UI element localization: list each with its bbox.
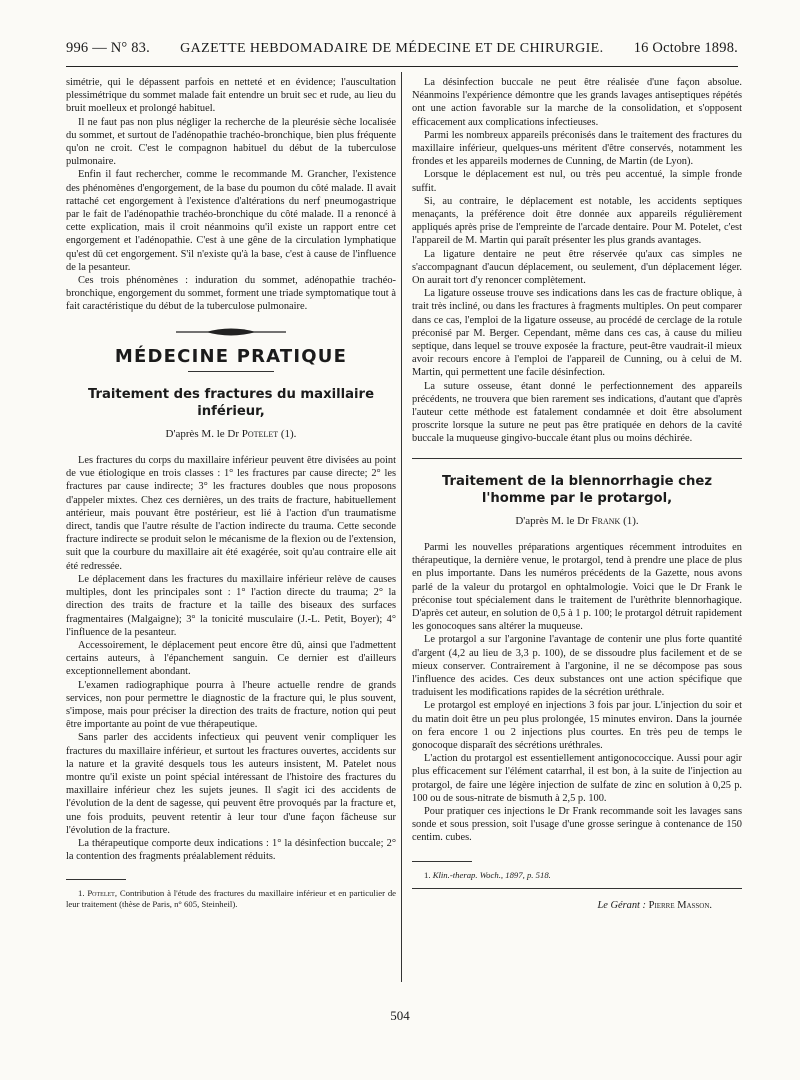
paragraph: Il ne faut pas non plus négliger la recherche de la pleurésie sèche localisée du sommet, et surtout de l'adénopathie trachéo-bronchique, bien plus fréquente qu'on ne croit. C'est le compagnon habituel du début de la tuberculose pulmonaire. [66, 116, 396, 168]
header-page-number: 996 [66, 40, 89, 56]
paragraph: Le déplacement dans les fractures du maxillaire inférieur relève de causes multiples, dont les principales sont : 1° l'action directe du trauma; 2° la direction des traits de fracture et la taille des biseaux des surfaces fragmentaires (Malgaigne); 3° la tonicité musculaire (J.-L. Petit, Boyer); 4° l'influence de la pesanteur. [66, 573, 396, 638]
journal-title: GAZETTE HEBDOMADAIRE DE MÉDECINE ET DE CHIRURGIE. [180, 41, 604, 56]
article-title: Traitement des fractures du maxillaire inférieur, [87, 386, 375, 419]
footnote-text: Klin.-therap. Woch., 1897, p. 518. [432, 869, 551, 880]
footnote [66, 888, 396, 910]
footnote-author: Potelet, [87, 888, 118, 899]
publisher-signoff [412, 899, 742, 912]
paragraph: Lorsque le déplacement est nul, ou très peu accentué, la simple fronde suffit. [412, 169, 742, 194]
column-divider [401, 72, 402, 982]
paragraph: L'examen radiographique pourra à l'heure actuelle rendre de grands services, non pour permettre le diagnostic de la fracture qui, le plus souvent, s'impose, mais pour préciser la direction des traits de fracture, notion qui peut être importante au point de vue thérapeutique. [66, 679, 396, 731]
paragraph: Si, au contraire, le déplacement est notable, les accidents septiques menaçants, la préférence doit être donnée aux appareils régulièrement appliqués après prise de l'empreinte de l'arcade dentaire. Pour M. Potelet, c'est l'appareil de M. Martin qui paraît présenter les plus grands avantages. [412, 195, 742, 247]
section-title-rule [188, 371, 274, 372]
article-byline [412, 515, 742, 528]
paragraph: Ces trois phénomènes : induration du sommet, adénopathie trachéo-bronchique, engorgement du sommet, forment une triade symptomatique tout à fait caractéristique du début de la tuberculose pulmonaire. [66, 275, 396, 313]
right-column [412, 76, 742, 913]
header-page-issue [66, 40, 150, 57]
paragraph: La suture osseuse, étant donné le perfectionnement des appareils précédents, ne trouvera que bien rarement ses indications, d'autant que d'après l'auteur cette méthode est fatalement condamnée et doit être absolument proscrite lorsque la suture ne peut pas être pratiquée en dehors de la cavité buccale la muqueuse gingivo-buccale étant plus ou moins déchirée. [412, 380, 742, 445]
paragraph: Enfin il faut rechercher, comme le recommande M. Grancher, l'existence des phénomènes d'engorgement, de la base du poumon du côté malade. Il avait rattaché cet engorgement à l'existence d'altérations du nerf pneumogastrique par le fait de l'adénopathie trachéo-bronchique du côté malade. Il a renoncé à cette explication, mais il croit néanmoins qu'il existe un rapport entre cet engorgement et l'adénopathie. C'est à une gêne de la circulation lymphatique qu'est dû cet engorgement. S'il n'existe qu'à la base, c'est à cause de l'influence de la pesanteur. [66, 169, 396, 273]
signoff-name: Pierre Masson. [648, 900, 712, 912]
header-issue-number: — N° 83. [92, 40, 150, 56]
paragraph: Parmi les nouvelles préparations argentiques récemment introduites en thérapeutique, la dernière venue, le protargol, tend à prendre une place de plus en plus importante. Dans les numéros précédents de la Gazette, nous avons parlé de la valeur du protargol en ophtalmologie. Voici que le Dr Frank le préconise tout spécialement dans le traitement de l'urèthrite blennorhagique. D'après cet auteur, en solution de 0,5 à 1 p. 100; le protargol détruit rapidement les gonocoques sans altérer la muqueuse. [412, 541, 742, 633]
article-separator-rule [412, 458, 742, 459]
paragraph: Sans parler des accidents infectieux qui peuvent venir compliquer les fractures du maxillaire inférieur, et surtout les fractures ouvertes, accidents sur la nature et la gravité desquels tous les auteurs insistent, M. Patelet nous montre qu'il existe un point spécial intéressant de l'histoire des fractures du maxillaire inférieur chez les sujets jeunes. Il s'agit ici des accidents de l'évolution de la dent de sagesse, qui peuvent être provoqués par la fracture et, une fois produits, peuvent retentir à leur tour d'une façon fâcheuse sur l'évolution de la fracture. [66, 732, 396, 836]
footnote-marker: 1. [78, 888, 85, 899]
article-byline [66, 428, 396, 441]
byline-note: (1). [280, 427, 297, 440]
left-column [66, 76, 396, 910]
paragraph: La ligature osseuse trouve ses indications dans les cas de fracture oblique, à trait très incliné, ou dans les fractures à fragments multiples. On peut comparer dans ce cas, l'emploi de la ligature osseuse, au procédé de cerclage de la rotule préconisé par M. Berger. Cependant, même dans ces cas, à cause du milieu septique, dans lequel se trouve exposée la fracture, peut-être vaudrait-il mieux avoir recours encore à l'emploi de l'appareil de Cunning, ou à celui de M. Martin, qui permettent une facile désinfection. [412, 288, 742, 379]
running-header [66, 40, 738, 57]
paragraph: Parmi les nombreux appareils préconisés dans le traitement des fractures du maxillaire inférieur, quelques-uns méritent d'être conservés, notamment les frondes et les appareils modernes de Cunning, de Martin (de Lyon). [412, 129, 742, 168]
byline-prefix: D'après M. le Dr [515, 514, 589, 527]
paragraph: Accessoirement, le déplacement peut encore être dû, ainsi que l'admettent certains auteurs, à l'épanchement sanguin. Ce dernier est d'ailleurs exceptionnellement abondant. [66, 639, 396, 678]
paragraph: simétrie, qui le dépassent parfois en netteté et en évidence; l'auscultation plessimétrique du sommet malade fait entendre un bruit sec et rude, au lieu du bruit moelleux et prolongé habituel. [66, 77, 396, 115]
paragraph: Le protargol a sur l'argonine l'avantage de contenir une plus forte quantité d'argent (4,2 au lieu de 3,3 p. 100), de se dissoudre plus facilement et de se mieux conserver. Contrairement à l'argonine, il ne se décompose pas sous l'influence des acides. Ces deux substances ont une action spécifique que traduisent les modifications rapides de la sécrétion uréthrale. [412, 634, 742, 699]
header-rule [66, 66, 738, 67]
byline-note: (1). [623, 514, 639, 527]
paragraph: La ligature dentaire ne peut être réservée qu'aux cas simples ne s'accompagnant d'aucun déplacement, ou seulement, d'un déplacement léger. On aurait tort d'y renoncer complètement. [412, 248, 742, 287]
signoff-label: Le Gérant : [597, 900, 646, 912]
paragraph: Le protargol est employé en injections 3 fois par jour. L'injection du soir et du matin doit être un peu plus prolongée, 15 minutes environ. Dans la journée on fera encore 1 ou 2 injections plus courtes. En très peu de temps le gonocoque disparaît des sécrétions uréthrales. [412, 700, 742, 751]
paragraph: La thérapeutique comporte deux indications : 1° la désinfection buccale; 2° la contention des fragments préalablement réduits. [66, 837, 396, 863]
footnote [412, 870, 742, 881]
article-title: Traitement de la blennorrhagie chez l'homme par le protargol, [441, 473, 713, 506]
footnote-rule [412, 861, 472, 862]
signoff-rule [412, 888, 742, 889]
page-folio: 504 [390, 1008, 410, 1023]
paragraph: La désinfection buccale ne peut être réalisée d'une façon absolue. Néanmoins l'expérience démontre que les grands lavages antiseptiques répétés ont une action favorable sur la marche de la consolidation, et s'opposent efficacement aux complications infectieuses. [412, 77, 742, 128]
section-ornament [66, 326, 396, 338]
footnote-text: Contribution à l'étude des fractures du maxillaire inférieur et en particulier de leur traitement (thèse de Paris, n° 605, Steinheil). [66, 888, 397, 910]
section-title: MÉDECINE PRATIQUE [114, 345, 348, 367]
paragraph: Les fractures du corps du maxillaire inférieur peuvent être divisées au point de vue étiologique en trois classes : 1° les fractures par cause directe; 2° les fractures par cause indirecte; 3° les fractures doubles que nous proposons d'appeler mixtes. Chez ces dernières, un des traits de fracture, habituellement antérieur, mais pouvant être postérieur, est lié à l'action d'un traumatisme direct, tandis que l'autre résulte de l'action indirecte du trauma. Cette seconde fracture indirecte se produit selon le mécanisme de la flexion ou de l'extension, suit que la courbure du maxillaire ait été exagérée, soit qu'au contraire elle ait été redressée. [66, 455, 396, 572]
footnote-rule [66, 879, 126, 880]
paragraph: L'action du protargol est essentiellement antigonococcique. Aussi pour agir plus efficacement sur l'élément catarrhal, il est bon, à la suite de l'injection au protargol, de faire une légère injection de sulfate de zinc en solution à 0,25 p. 100 ou de sous-nitrate de bismuth à 2,5 p. 100. [412, 753, 742, 804]
byline-prefix: D'après M. le Dr [165, 427, 240, 440]
byline-author: Frank [591, 514, 621, 527]
byline-author: Potelet [241, 427, 279, 440]
footnote-marker: 1. [424, 869, 431, 880]
paragraph: Pour pratiquer ces injections le Dr Frank recommande soit les lavages sans sonde et sous pression, soit l'usage d'une grosse seringue à contenance de 150 centim. cubes. [412, 805, 742, 844]
ornament-rule-icon [176, 326, 286, 338]
issue-date: 16 Octobre 1898. [633, 40, 738, 56]
